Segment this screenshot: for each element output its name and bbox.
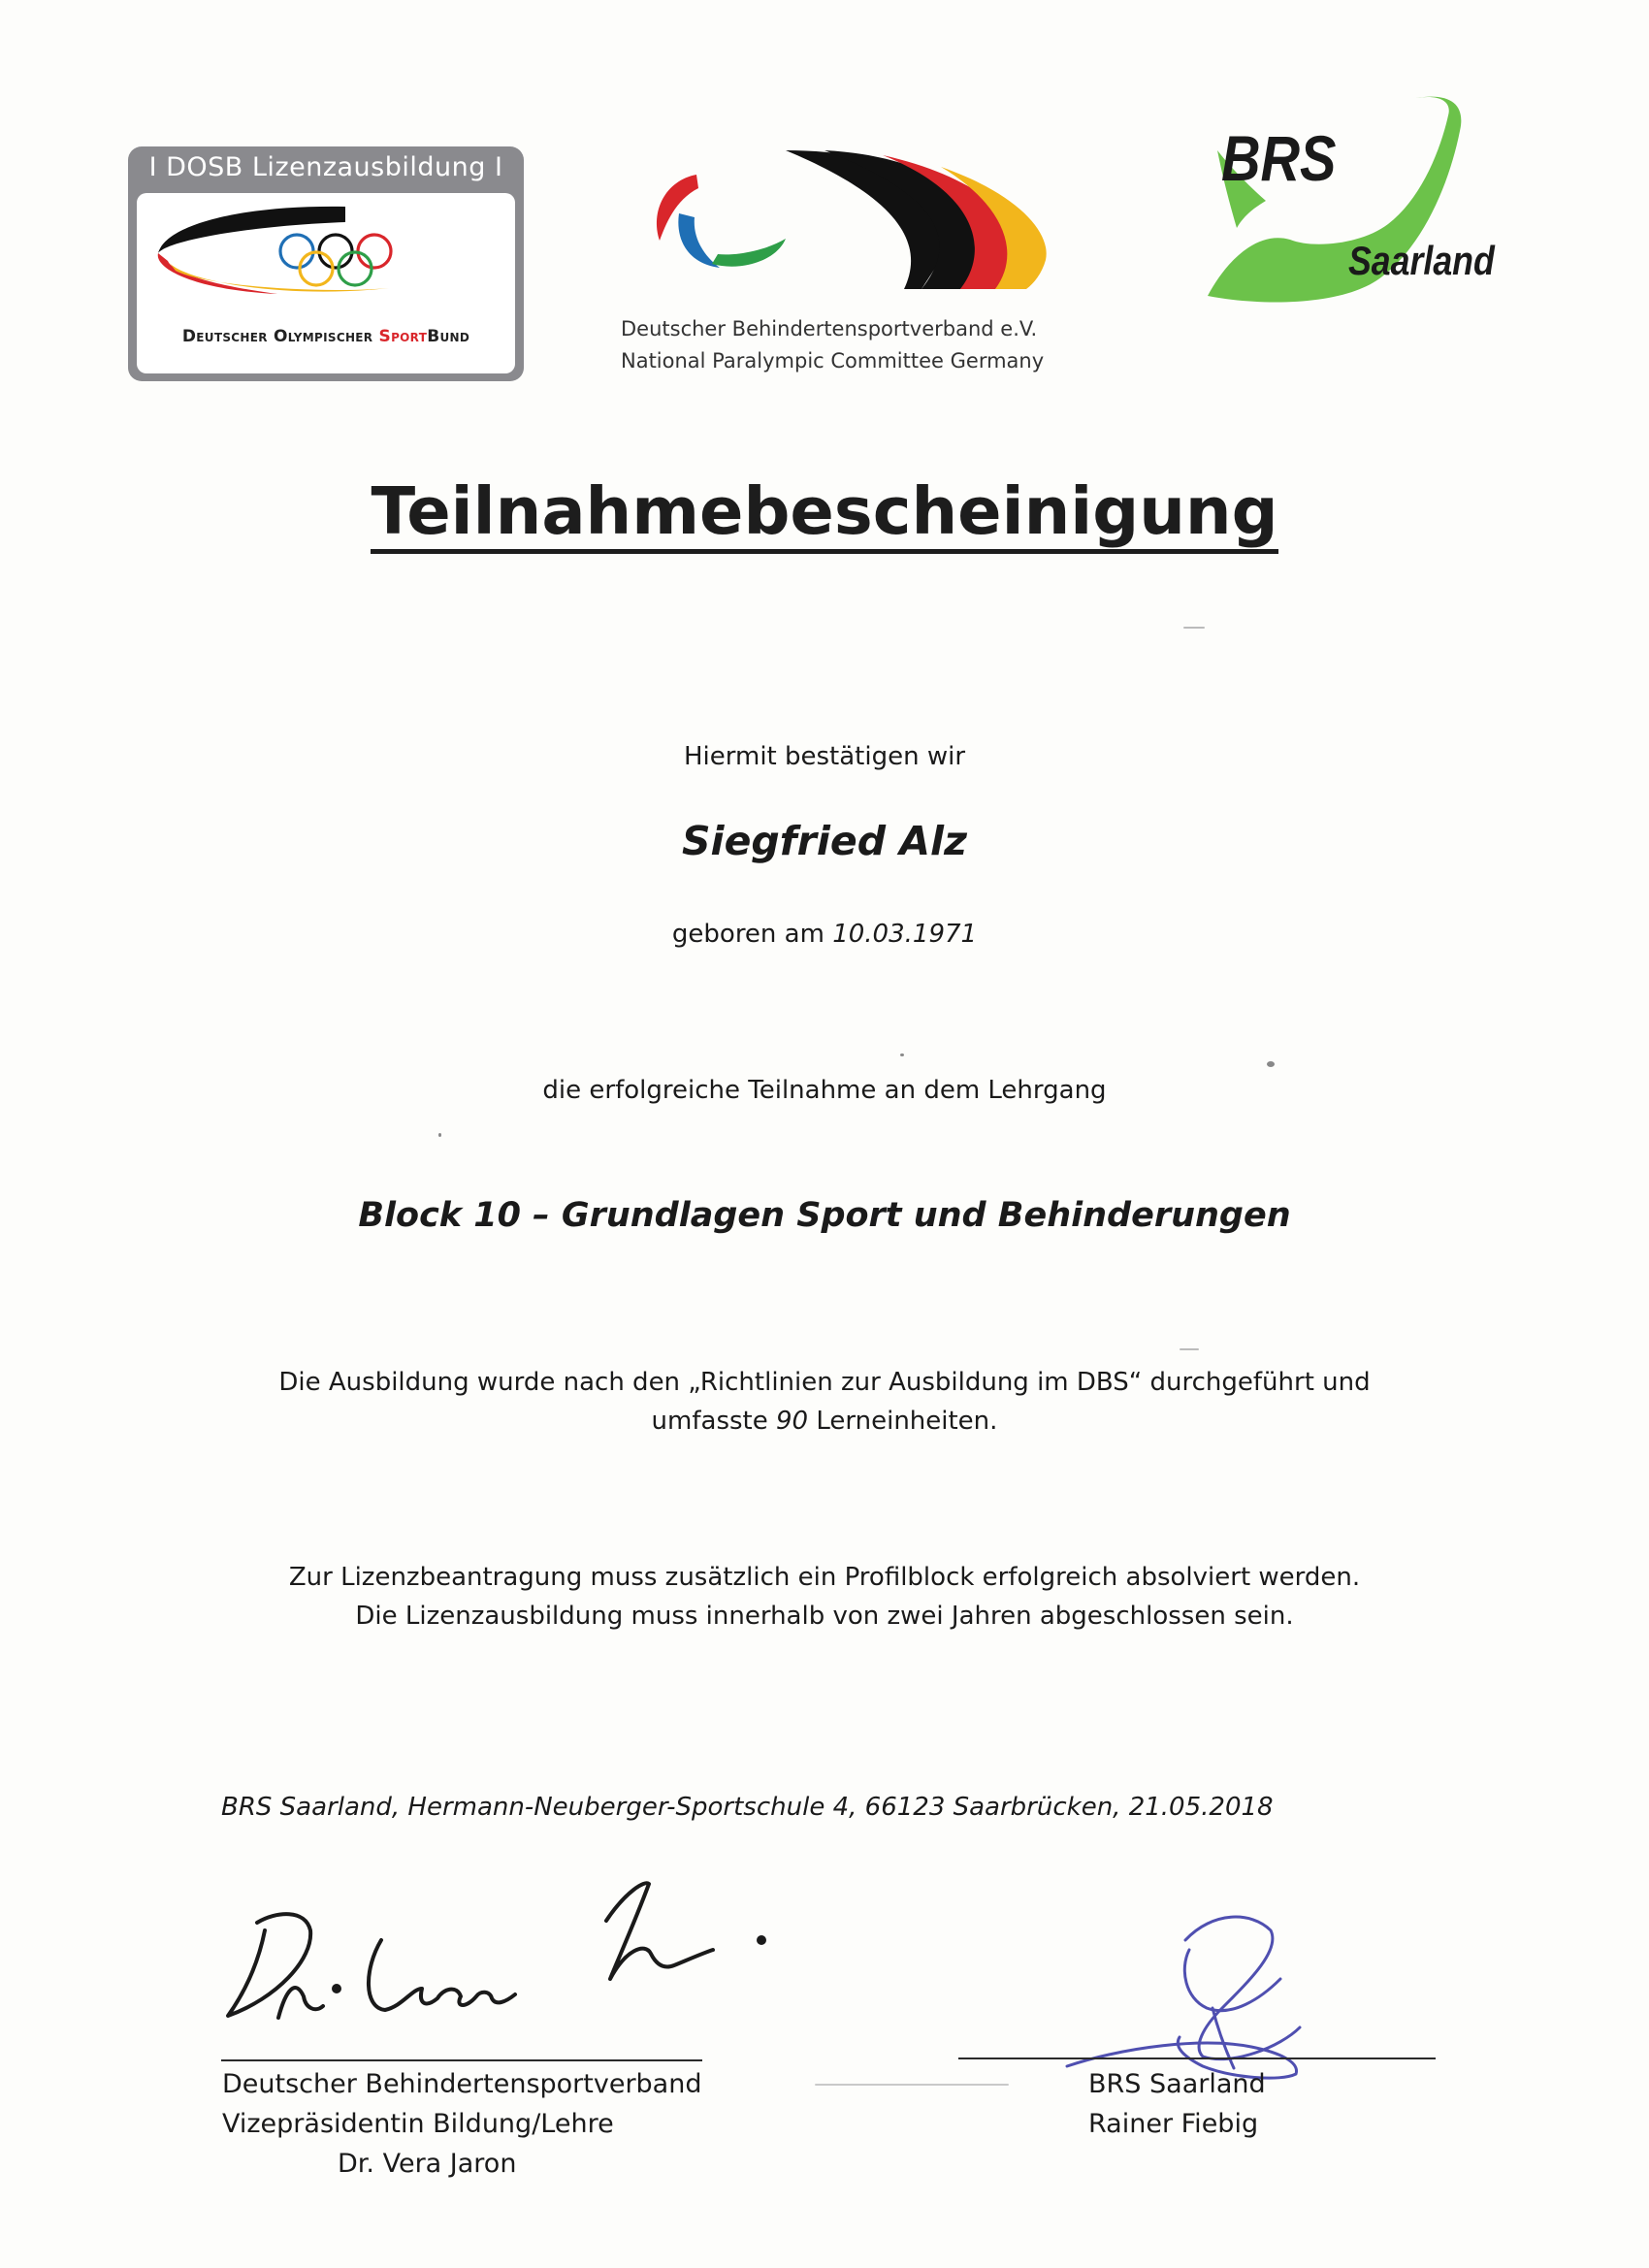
dosb-footer-text-3: Bund [427, 327, 470, 346]
participation-text: die erfolgreiche Teilnahme an dem Lehrgang [542, 1076, 1107, 1105]
dosb-emblem-icon [137, 193, 515, 373]
birth-date: 10.03.1971 [832, 920, 978, 949]
birth-label: geboren am [671, 920, 833, 949]
intro-text: Hiermit bestätigen wir [683, 742, 966, 771]
dosb-logo-panel [137, 193, 515, 373]
right-signatory-org: BRS Saarland [1088, 2069, 1266, 2099]
scan-streak [815, 2084, 1009, 2086]
brs-saarland-logo [1198, 92, 1508, 315]
dbs-name-line: Deutscher Behindertensportverband e.V. [621, 317, 1038, 340]
course-title: Block 10 – Grundlagen Sport und Behinderungen [358, 1196, 1291, 1235]
birth-line [0, 920, 1649, 949]
dosb-footer [137, 327, 515, 346]
scan-speck [1183, 627, 1205, 629]
scan-speck [1267, 1061, 1275, 1067]
place-and-date: BRS Saarland, Hermann-Neuberger-Sportschule 4, 66123 Saarbrücken, 21.05.2018 [221, 1793, 1274, 1822]
dosb-header: I DOSB Lizenzausbildung I [148, 152, 503, 182]
right-signature-line [958, 2057, 1436, 2059]
left-signatory-name: Dr. Vera Jaron [338, 2149, 517, 2179]
license-text-line-1: Zur Lizenzbeantragung muss zusätzlich ein Profilblock erfolgreich absolviert werden. [288, 1563, 1361, 1592]
training-text-line-2 [0, 1407, 1649, 1436]
scan-speck [438, 1133, 441, 1137]
brs-logo-subtext: Saarland [1348, 238, 1495, 283]
right-signatory-name: Rainer Fiebig [1088, 2109, 1259, 2139]
left-signature-icon [218, 1872, 781, 2047]
training-text-post: Lerneinheiten. [808, 1407, 998, 1436]
training-text-pre: umfasste [651, 1407, 776, 1436]
left-signature-line [221, 2059, 702, 2061]
training-text-line-1: Die Ausbildung wurde nach den „Richtlinien zur Ausbildung im DBS“ durchgeführt und [278, 1368, 1371, 1397]
dosb-footer-text-1: Deutscher Olympischer [181, 327, 379, 346]
training-units: 90 [776, 1407, 809, 1436]
scan-speck [1180, 1348, 1199, 1350]
license-text-line-2: Die Lizenzausbildung muss innerhalb von zwei Jahren abgeschlossen sein. [355, 1602, 1294, 1631]
left-signatory-org: Deutscher Behindertensportverband [222, 2069, 702, 2099]
dbs-npc-line: National Paralympic Committee Germany [621, 349, 1045, 373]
participant-name: Siegfried Alz [682, 818, 967, 864]
document-title-text: Teilnahmebescheinigung [371, 473, 1277, 554]
dbs-paralympic-emblem-icon [630, 146, 1057, 301]
dosb-footer-text-2: Sport [378, 327, 428, 346]
scan-speck [900, 1053, 904, 1056]
document-title [0, 473, 1649, 549]
brs-logo-text: BRS [1221, 122, 1337, 194]
left-signatory-role: Vizepräsidentin Bildung/Lehre [222, 2109, 614, 2139]
dosb-logo [128, 146, 524, 381]
